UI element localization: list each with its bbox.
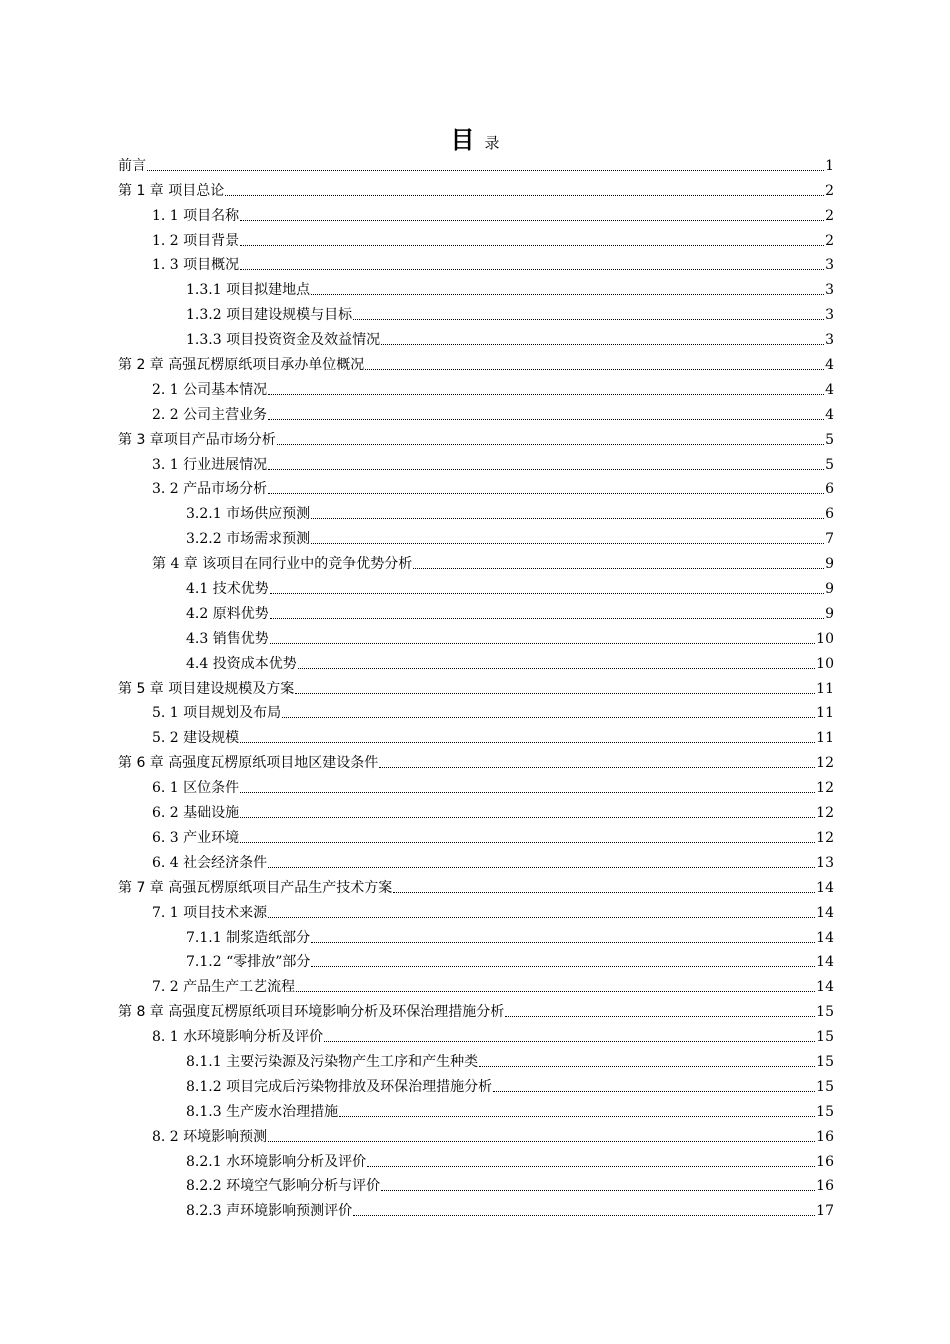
- toc-dot-leader: [147, 170, 824, 171]
- toc-entry-page-number: 7: [825, 531, 834, 548]
- toc-entry[interactable]: [118, 673, 834, 698]
- toc-entry-label: 1.3.1 项目拟建地点: [186, 282, 311, 299]
- toc-entry[interactable]: [118, 274, 834, 299]
- toc-entry-label: 第 8 章 高强度瓦楞原纸项目环境影响分析及环保治理措施分析: [118, 1004, 505, 1021]
- toc-entry-label: 8.1.1 主要污染源及污染物产生工序和产生种类: [186, 1053, 479, 1070]
- toc-entry-label: 第 4 章 该项目在同行业中的竞争优势分析: [152, 556, 413, 573]
- toc-dot-leader: [240, 742, 815, 743]
- toc-title-main: 目: [450, 126, 475, 154]
- toc-entry[interactable]: [118, 399, 834, 424]
- toc-entry-page-number: 14: [816, 954, 834, 971]
- toc-entry-page-number: 14: [816, 904, 834, 921]
- toc-entry[interactable]: [118, 772, 834, 797]
- toc-entry-label: 5. 2 建设规模: [152, 730, 240, 747]
- toc-dot-leader: [311, 942, 815, 943]
- toc-entry-label: 第 1 章 项目总论: [118, 182, 225, 199]
- toc-dot-leader: [268, 469, 824, 470]
- toc-dot-leader: [268, 419, 824, 420]
- toc-dot-leader: [367, 1166, 815, 1167]
- toc-entry-page-number: 2: [825, 232, 834, 249]
- toc-dot-leader: [268, 1141, 815, 1142]
- toc-dot-leader: [270, 643, 815, 644]
- toc-entry[interactable]: [118, 299, 834, 324]
- toc-dot-leader: [324, 1041, 815, 1042]
- toc-entry-label: 8.2.3 声环境影响预测评价: [186, 1203, 353, 1220]
- toc-dot-leader: [225, 195, 824, 196]
- toc-dot-leader: [298, 668, 815, 669]
- toc-entry[interactable]: [118, 1096, 834, 1121]
- toc-dot-leader: [268, 867, 815, 868]
- toc-dot-leader: [277, 444, 824, 445]
- toc-entry-page-number: 12: [816, 805, 834, 822]
- toc-entry-page-number: 16: [816, 1128, 834, 1145]
- toc-entry-page-number: 11: [816, 680, 834, 697]
- toc-entry-page-number: 15: [816, 1053, 834, 1070]
- toc-dot-leader: [270, 618, 824, 619]
- toc-dot-leader: [493, 1091, 815, 1092]
- toc-entry-page-number: 5: [825, 456, 834, 473]
- toc-dot-leader: [353, 319, 824, 320]
- toc-entry-label: 5. 1 项目规划及布局: [152, 705, 282, 722]
- toc-entry-page-number: 15: [816, 1004, 834, 1021]
- toc-dot-leader: [240, 792, 815, 793]
- toc-dot-leader: [296, 991, 815, 992]
- toc-entry[interactable]: [118, 175, 834, 200]
- toc-entry-label: 8.2.2 环境空气影响分析与评价: [186, 1178, 381, 1195]
- toc-dot-leader: [282, 717, 815, 718]
- toc-entry[interactable]: [118, 573, 834, 598]
- toc-dot-leader: [381, 344, 824, 345]
- toc-dot-leader: [381, 1190, 815, 1191]
- toc-entry-page-number: 3: [825, 307, 834, 324]
- toc-dot-leader: [311, 518, 824, 519]
- toc-dot-leader: [393, 892, 815, 893]
- toc-entry-label: 8. 2 环境影响预测: [152, 1128, 268, 1145]
- toc-entry-page-number: 1: [825, 157, 834, 174]
- toc-entry-page-number: 16: [816, 1178, 834, 1195]
- toc-entry-label: 1.3.2 项目建设规模与目标: [186, 307, 353, 324]
- toc-dot-leader: [505, 1016, 815, 1017]
- toc-entry-page-number: 12: [816, 755, 834, 772]
- toc-entry[interactable]: [118, 623, 834, 648]
- toc-dot-leader: [339, 1116, 815, 1117]
- toc-entry[interactable]: [118, 648, 834, 673]
- toc-entry-page-number: 6: [825, 481, 834, 498]
- toc-dot-leader: [240, 817, 815, 818]
- toc-entry-page-number: 3: [825, 332, 834, 349]
- toc-entry-page-number: 14: [816, 979, 834, 996]
- toc-entry-page-number: 14: [816, 879, 834, 896]
- toc-entry-label: 2. 1 公司基本情况: [152, 381, 268, 398]
- toc-entry-label: 8.2.1 水环境影响分析及评价: [186, 1153, 367, 1170]
- toc-entry-label: 3.2.1 市场供应预测: [186, 506, 311, 523]
- toc-entry-page-number: 15: [816, 1029, 834, 1046]
- toc-entry-page-number: 11: [816, 730, 834, 747]
- toc-entry-label: 8.1.2 项目完成后污染物排放及环保治理措施分析: [186, 1078, 493, 1095]
- toc-entry-page-number: 9: [825, 605, 834, 622]
- toc-entry[interactable]: [118, 1021, 834, 1046]
- toc-entry-label: 7.1.2 “零排放”部分: [186, 954, 311, 971]
- toc-entry-label: 3.2.2 市场需求预测: [186, 531, 311, 548]
- toc-entry[interactable]: [118, 1146, 834, 1171]
- toc-entry-label: 1. 1 项目名称: [152, 207, 240, 224]
- toc-entry-label: 6. 4 社会经济条件: [152, 854, 268, 871]
- toc-entry-page-number: 14: [816, 929, 834, 946]
- toc-entry[interactable]: [118, 897, 834, 922]
- toc-entry-label: 第 7 章 高强瓦楞原纸项目产品生产技术方案: [118, 879, 393, 896]
- toc-dot-leader: [295, 693, 815, 694]
- toc-entry[interactable]: [118, 200, 834, 225]
- toc-dot-leader: [379, 767, 815, 768]
- toc-entry-page-number: 5: [825, 431, 834, 448]
- toc-entry[interactable]: [118, 698, 834, 723]
- toc-entry-label: 3. 2 产品市场分析: [152, 481, 268, 498]
- toc-entry-page-number: 3: [825, 257, 834, 274]
- toc-entry-label: 1.3.3 项目投资资金及效益情况: [186, 332, 381, 349]
- toc-entry[interactable]: [118, 747, 834, 772]
- toc-entry-page-number: 10: [816, 655, 834, 672]
- toc-entry-label: 6. 2 基础设施: [152, 805, 240, 822]
- toc-entry[interactable]: [118, 922, 834, 947]
- toc-entry[interactable]: [118, 797, 834, 822]
- toc-entry[interactable]: [118, 872, 834, 897]
- toc-entry[interactable]: [118, 971, 834, 996]
- toc-dot-leader: [268, 493, 824, 494]
- toc-entry[interactable]: [118, 598, 834, 623]
- toc-entry-label: 3. 1 行业进展情况: [152, 456, 268, 473]
- toc-entry-label: 第 6 章 高强度瓦楞原纸项目地区建设条件: [118, 755, 379, 772]
- toc-entry-page-number: 12: [816, 829, 834, 846]
- toc-dot-leader: [240, 245, 824, 246]
- toc-entry[interactable]: [118, 474, 834, 499]
- toc-dot-leader: [311, 966, 815, 967]
- toc-entry-page-number: 10: [816, 630, 834, 647]
- toc-entry-page-number: 15: [816, 1103, 834, 1120]
- toc-entry[interactable]: [118, 523, 834, 548]
- toc-entry-label: 4.4 投资成本优势: [186, 655, 297, 672]
- toc-entry-label: 6. 3 产业环境: [152, 829, 240, 846]
- toc-dot-leader: [413, 568, 824, 569]
- toc-entry[interactable]: [118, 374, 834, 399]
- toc-entry-page-number: 17: [816, 1203, 834, 1220]
- toc-entry[interactable]: [118, 996, 834, 1021]
- toc-entry-page-number: 9: [825, 556, 834, 573]
- toc-dot-leader: [268, 394, 824, 395]
- toc-entry-label: 7. 2 产品生产工艺流程: [152, 979, 296, 996]
- toc-entry-page-number: 15: [816, 1078, 834, 1095]
- toc-entry-label: 8. 1 水环境影响分析及评价: [152, 1029, 324, 1046]
- toc-dot-leader: [240, 842, 815, 843]
- toc-entry-page-number: 12: [816, 780, 834, 797]
- toc-entry-label: 6. 1 区位条件: [152, 780, 240, 797]
- toc-title-sub: 录: [484, 134, 500, 152]
- toc-entry-page-number: 13: [816, 854, 834, 871]
- toc-entry[interactable]: [118, 424, 834, 449]
- toc-entry-label: 4.3 销售优势: [186, 630, 269, 647]
- toc-entry-label: 第 5 章 项目建设规模及方案: [118, 680, 295, 697]
- toc-entry-label: 7.1.1 制浆造纸部分: [186, 929, 311, 946]
- toc-entry[interactable]: [118, 847, 834, 872]
- toc-entry-label: 7. 1 项目技术来源: [152, 904, 268, 921]
- toc-entry-page-number: 4: [825, 381, 834, 398]
- toc-entry-label: 4.2 原料优势: [186, 605, 269, 622]
- toc-entry[interactable]: [118, 250, 834, 275]
- toc-entry-label: 2. 2 公司主营业务: [152, 406, 268, 423]
- toc-entry[interactable]: [118, 947, 834, 972]
- toc-dot-leader: [268, 917, 815, 918]
- toc-dot-leader: [353, 1215, 815, 1216]
- toc-entry-page-number: 11: [816, 705, 834, 722]
- toc-entry-page-number: 2: [825, 207, 834, 224]
- toc-entry-page-number: 16: [816, 1153, 834, 1170]
- toc-dot-leader: [311, 294, 824, 295]
- toc-entry-page-number: 4: [825, 406, 834, 423]
- toc-entry-page-number: 2: [825, 182, 834, 199]
- toc-dot-leader: [365, 369, 824, 370]
- toc-entry[interactable]: [118, 498, 834, 523]
- toc-entry-label: 第 2 章 高强瓦楞原纸项目承办单位概况: [118, 357, 365, 374]
- toc-entry[interactable]: [118, 225, 834, 250]
- toc-entry[interactable]: [118, 349, 834, 374]
- toc-entry[interactable]: [118, 150, 834, 175]
- toc-entry[interactable]: [118, 1071, 834, 1096]
- toc-dot-leader: [479, 1066, 815, 1067]
- toc-entry-label: 8.1.3 生产废水治理措施: [186, 1103, 339, 1120]
- toc-entry[interactable]: [118, 1171, 834, 1196]
- toc-entry[interactable]: [118, 324, 834, 349]
- toc-dot-leader: [270, 593, 824, 594]
- toc-dot-leader: [240, 220, 824, 221]
- toc-entry[interactable]: [118, 1121, 834, 1146]
- toc-dot-leader: [311, 543, 824, 544]
- toc-entry[interactable]: [118, 1195, 834, 1220]
- toc-entry-page-number: 6: [825, 506, 834, 523]
- toc-entry[interactable]: [118, 548, 834, 573]
- toc-entry-label: 前言: [118, 157, 146, 174]
- toc-entry[interactable]: [118, 822, 834, 847]
- toc-entry[interactable]: [118, 449, 834, 474]
- toc-entry-label: 4.1 技术优势: [186, 581, 269, 598]
- toc-entry-page-number: 4: [825, 357, 834, 374]
- toc-entry-page-number: 3: [825, 282, 834, 299]
- toc-entry-label: 1. 3 项目概况: [152, 257, 240, 274]
- toc-entry-label: 1. 2 项目背景: [152, 232, 240, 249]
- toc-entry-label: 第 3 章项目产品市场分析: [118, 431, 276, 448]
- toc-entry[interactable]: [118, 722, 834, 747]
- toc-entry-page-number: 9: [825, 581, 834, 598]
- toc-entry[interactable]: [118, 1046, 834, 1071]
- toc-dot-leader: [240, 269, 824, 270]
- table-of-contents: [118, 150, 834, 1220]
